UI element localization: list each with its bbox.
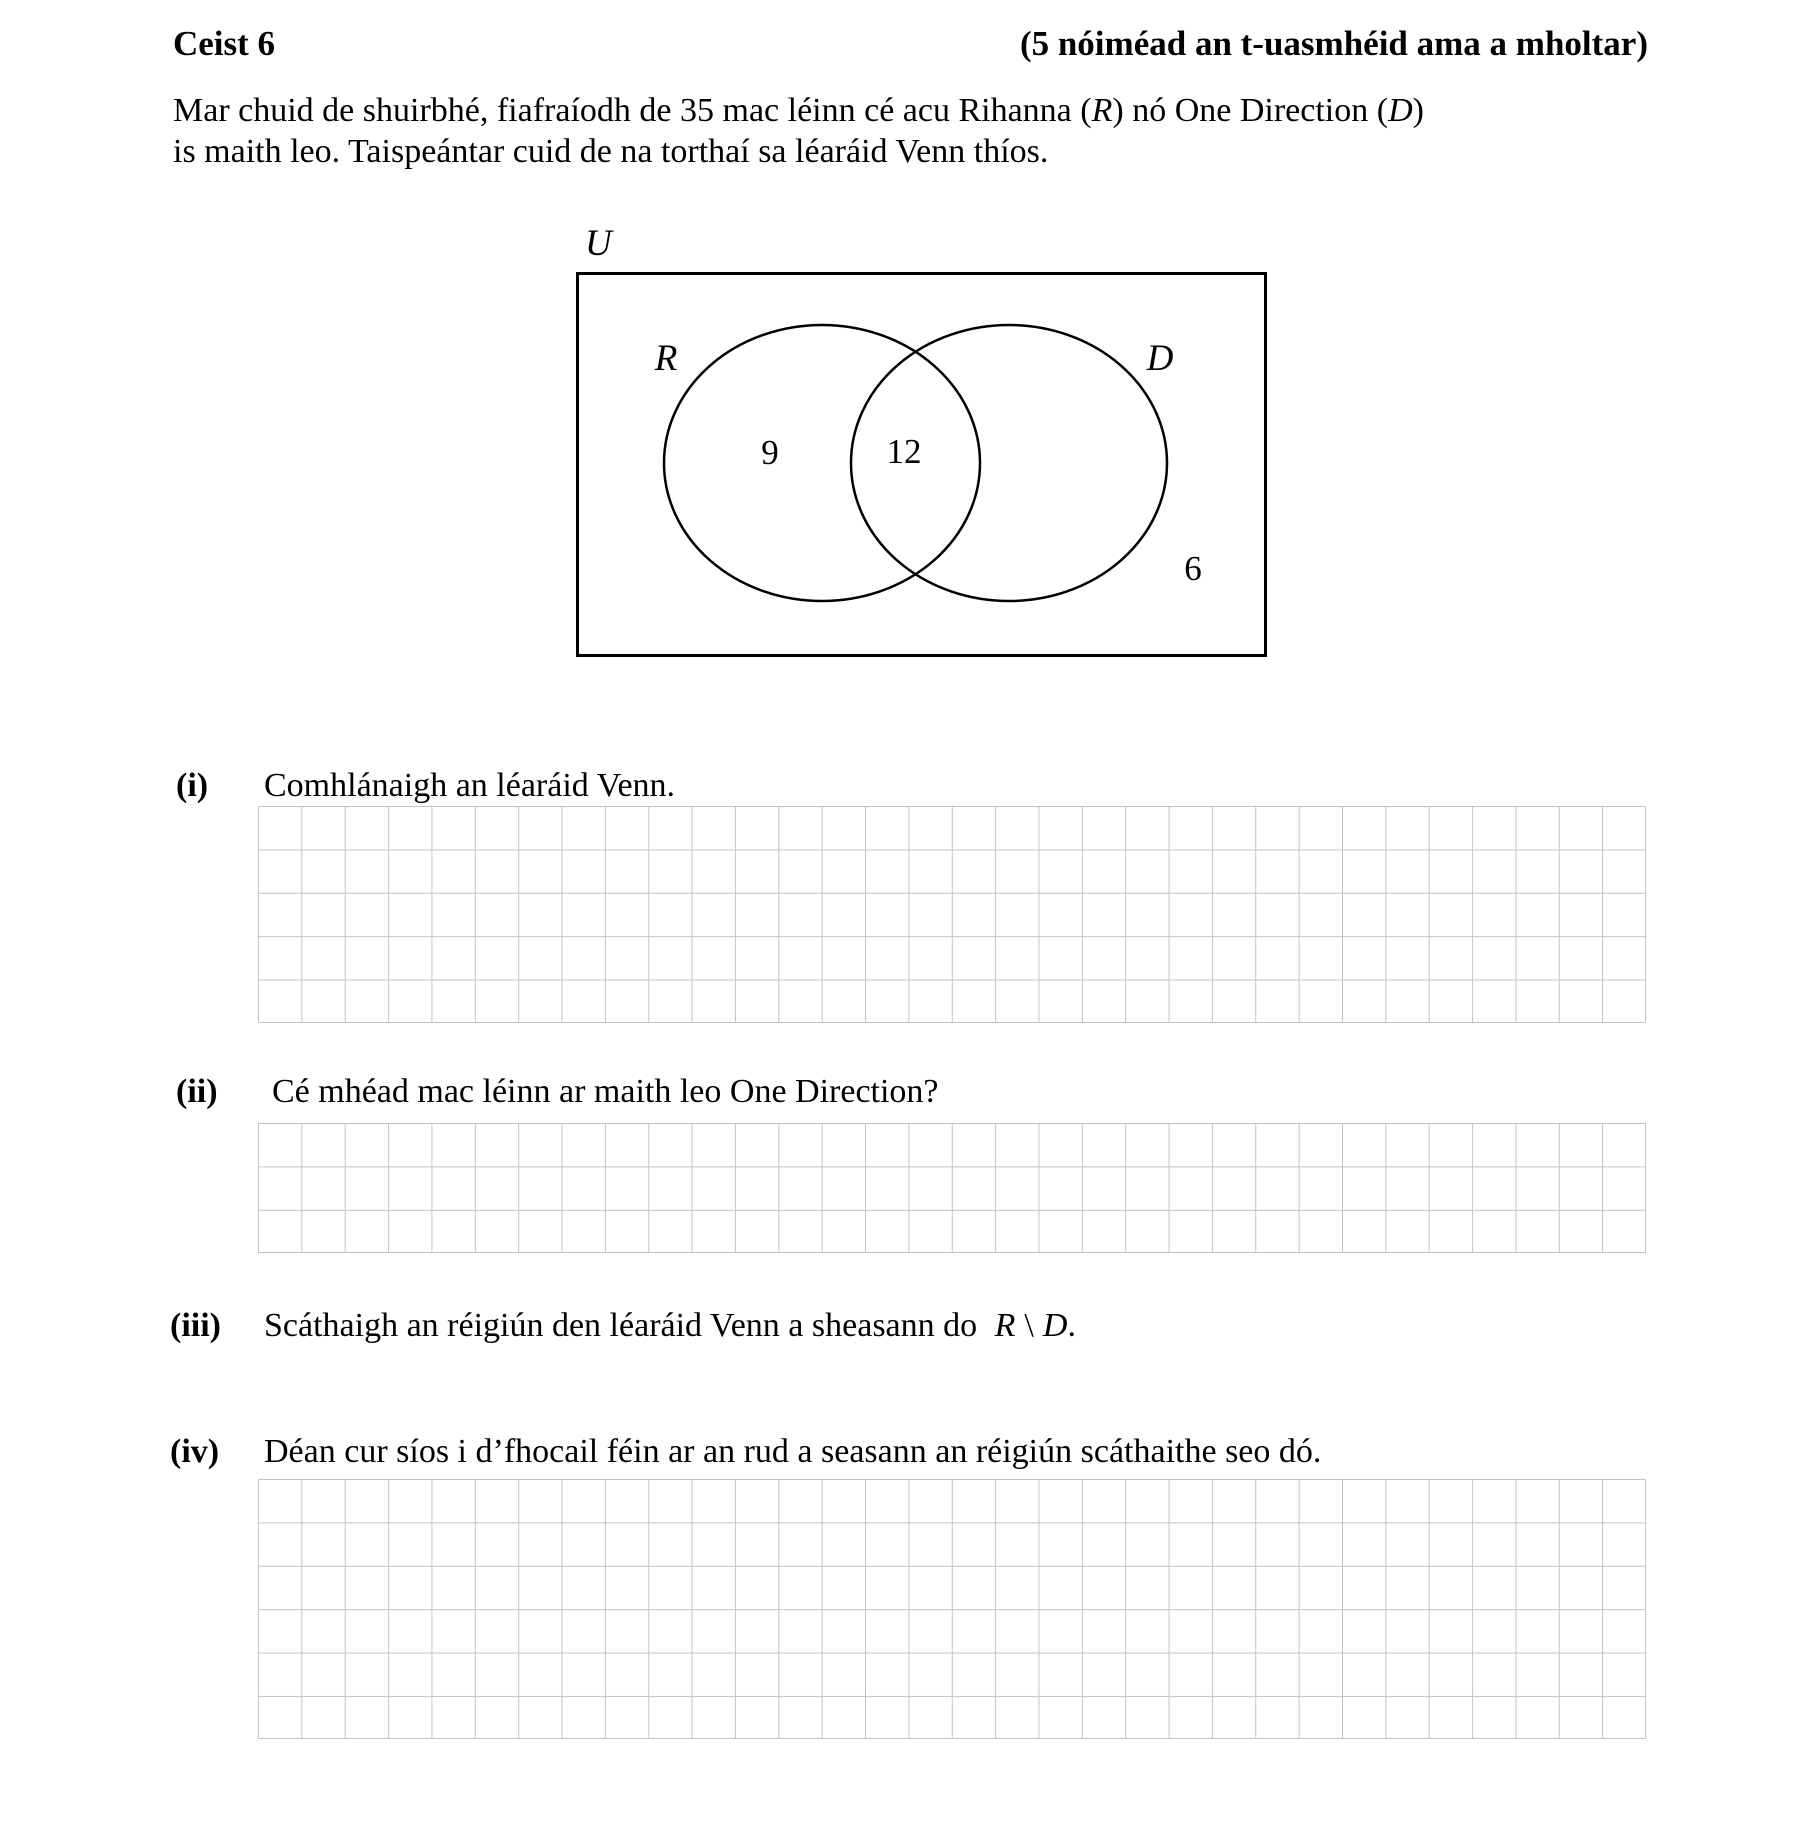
question-iii-text-pre: Scáthaigh an réigiún den léaráid Venn a sheasann do — [264, 1307, 986, 1344]
r-only-count: 9 — [761, 433, 779, 472]
set-r-symbol: R — [1091, 92, 1113, 129]
set-r-symbol: R — [994, 1307, 1016, 1344]
intro-text: ) — [1412, 92, 1424, 129]
answer-grid-iv — [258, 1479, 1646, 1739]
answer-grid-i — [258, 806, 1646, 1023]
question-iv-number: (iv) — [170, 1433, 220, 1470]
intro-line-1 — [173, 90, 1424, 131]
intro-paragraph — [173, 90, 1424, 172]
question-i-text: Comhlánaigh an léaráid Venn. — [264, 767, 676, 804]
question-ii-number: (ii) — [176, 1073, 218, 1110]
question-ii-text: Cé mhéad mac léinn ar maith leo One Direction? — [272, 1073, 939, 1110]
question-iii-text-post: . — [1067, 1307, 1076, 1344]
intro-text: Mar chuid de shuirbhé, fiafraíodh de 35 mac léinn cé acu Rihanna ( — [173, 92, 1092, 129]
set-d-symbol: D — [1042, 1307, 1068, 1344]
question-i-number: (i) — [176, 767, 209, 804]
set-d-label: D — [1146, 338, 1174, 379]
intersection-count: 12 — [886, 432, 922, 471]
set-d-symbol: D — [1388, 92, 1413, 129]
universe-label: U — [585, 223, 612, 264]
set-r-label: R — [654, 338, 678, 379]
question-number-heading: Ceist 6 — [173, 24, 276, 63]
outside-count: 6 — [1184, 549, 1202, 588]
intro-line-2: is maith leo. Taispeántar cuid de na torthaí sa léaráid Venn thíos. — [173, 133, 1049, 170]
question-iii-text — [264, 1306, 1076, 1346]
set-difference-operator: \ — [1024, 1307, 1034, 1344]
intro-text: ) nó One Direction ( — [1112, 92, 1389, 129]
question-iv-text: Déan cur síos i d’fhocail féin ar an rud a seasann an réigiún scáthaithe seo dó. — [264, 1433, 1322, 1470]
question-iii-number: (iii) — [170, 1307, 221, 1344]
answer-grid-ii — [258, 1123, 1646, 1253]
time-recommendation: (5 nóiméad an t-uasmhéid ama a mholtar) — [1019, 24, 1648, 63]
